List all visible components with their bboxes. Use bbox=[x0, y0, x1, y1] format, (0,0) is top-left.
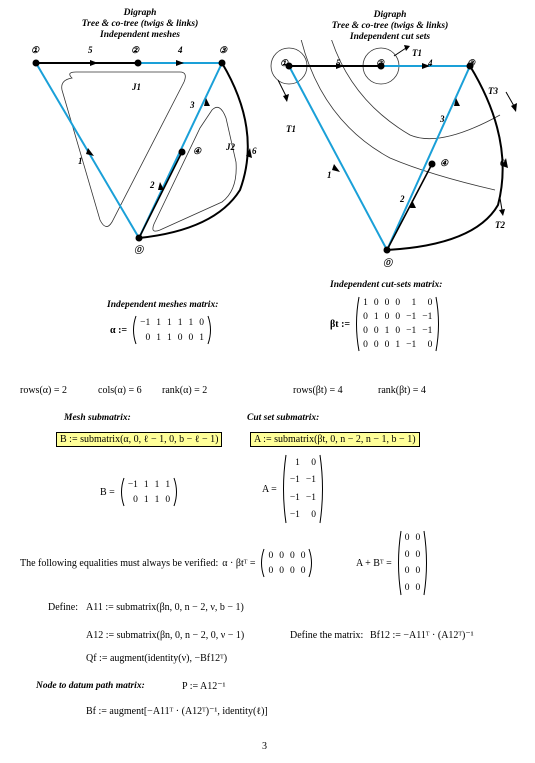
cutsets-matrix bbox=[330, 296, 441, 352]
meshes-matrix-cell: −1 bbox=[140, 317, 151, 328]
cutsets-matrix-cell: 0 bbox=[384, 312, 390, 322]
cutsets-matrix-cell: 0 bbox=[427, 298, 433, 308]
a-matrix-row bbox=[287, 454, 319, 472]
b-matrix-cell: 1 bbox=[143, 479, 149, 490]
cutset-t3-label: T3 bbox=[488, 86, 498, 96]
bf-definition[interactable]: Bf := augment[−A11ᵀ · (A12ᵀ)⁻¹, identity(ℓ)] bbox=[86, 706, 268, 717]
right-header-line1: Digraph bbox=[373, 10, 407, 20]
meshes-matrix-cell: 1 bbox=[188, 317, 194, 328]
meshes-matrix-cell: 1 bbox=[177, 317, 183, 328]
meshes-matrix-cell: 1 bbox=[156, 317, 161, 328]
r-node-4-dot bbox=[429, 161, 436, 168]
meshes-matrix-row bbox=[137, 330, 207, 345]
b-matrix-cell: 1 bbox=[154, 479, 160, 490]
right-node-3-label: ③ bbox=[467, 58, 476, 68]
node-to-datum-label: Node to datum path matrix: bbox=[36, 681, 145, 691]
r-branch-3-line bbox=[387, 66, 470, 250]
zeros2-cell: 0 bbox=[404, 533, 410, 544]
b-matrix-cell: 0 bbox=[165, 494, 171, 505]
equality-a-bt bbox=[356, 530, 429, 596]
cutset-t3-arrowhead bbox=[511, 103, 517, 112]
node-2-dot bbox=[135, 60, 142, 67]
cutsets-matrix-cell: 0 bbox=[373, 340, 379, 350]
zeros2-row bbox=[402, 580, 424, 597]
a-matrix-right-paren bbox=[319, 454, 325, 524]
zeros1-row bbox=[265, 548, 308, 563]
b-matrix-cell: −1 bbox=[127, 479, 138, 490]
cutsets-matrix-cell: 0 bbox=[395, 298, 401, 308]
cutset-t2-curve bbox=[300, 40, 495, 190]
b-matrix-cell: 1 bbox=[143, 494, 149, 505]
cutsets-matrix-row bbox=[360, 310, 435, 324]
left-branch-1-label: 1 bbox=[78, 156, 83, 166]
branch-4-arrow bbox=[176, 60, 184, 66]
cutsets-matrix-cell: 1 bbox=[384, 326, 390, 336]
qf-definition[interactable]: Qf := augment(identity(ν), −Bf12ᵀ) bbox=[86, 653, 228, 664]
a-matrix-cell: −1 bbox=[305, 492, 317, 503]
cutsets-matrix-cell: 0 bbox=[373, 298, 379, 308]
meshes-matrix-symbol: α := bbox=[110, 324, 128, 336]
right-node-1-label: ① bbox=[280, 58, 289, 68]
b-matrix-cell: 1 bbox=[165, 479, 171, 490]
b-matrix-row bbox=[125, 492, 173, 507]
a-matrix-row bbox=[287, 507, 319, 525]
cutsets-matrix-cell: −1 bbox=[406, 312, 417, 322]
left-branch-5-label: 5 bbox=[88, 45, 93, 55]
mesh-j2-label: J2 bbox=[226, 142, 235, 152]
cutsets-matrix-cell: 0 bbox=[384, 340, 390, 350]
a-matrix-cell: 0 bbox=[311, 510, 317, 521]
cutsets-matrix-cell: 0 bbox=[384, 298, 390, 308]
zeros1-cell: 0 bbox=[300, 565, 306, 576]
a12-definition[interactable]: A12 := submatrix(βn, 0, n − 2, 0, ν − 1) bbox=[86, 630, 245, 641]
r-branch-2-line bbox=[387, 164, 432, 250]
right-node-2-label: ② bbox=[376, 58, 385, 68]
cutsets-matrix-cell: −1 bbox=[422, 326, 433, 336]
meshes-matrix-cell: 0 bbox=[177, 332, 183, 343]
meshes-matrix-cell: 1 bbox=[166, 317, 172, 328]
meshes-matrix-cell: 0 bbox=[188, 332, 194, 343]
mesh-submatrix-title: Mesh submatrix: bbox=[64, 413, 131, 423]
left-branch-3-label: 3 bbox=[190, 100, 195, 110]
cutset-t1a-arrowhead bbox=[283, 94, 289, 102]
a11-definition[interactable]: A11 := submatrix(βn, 0, n − 2, ν, b − 1) bbox=[86, 602, 244, 613]
left-header-line1: Digraph bbox=[123, 8, 157, 18]
left-header-line3: Independent meshes bbox=[100, 30, 180, 40]
b-matrix-table bbox=[125, 477, 173, 507]
node-4-dot bbox=[179, 149, 186, 156]
cut-submatrix-a-label: A = bbox=[262, 483, 277, 495]
left-node-2-label: ② bbox=[131, 45, 140, 55]
mesh-j1-label: J1 bbox=[132, 82, 141, 92]
right-branch-5-label: 5 bbox=[336, 58, 341, 68]
a-matrix-row bbox=[287, 489, 319, 507]
right-header-line2: Tree & co-tree (twigs & links) bbox=[331, 21, 449, 31]
cutsets-matrix-cell: −1 bbox=[406, 340, 417, 350]
meshes-matrix-cell: 0 bbox=[145, 332, 151, 343]
cutset-t1a-label: T1 bbox=[286, 124, 296, 134]
cutsets-matrix-row bbox=[360, 296, 435, 310]
cutsets-matrix-cell: 0 bbox=[395, 326, 401, 336]
meshes-matrix-row bbox=[137, 315, 207, 330]
b-matrix-right-paren bbox=[173, 477, 179, 507]
cutsets-matrix-row bbox=[360, 324, 435, 338]
cutsets-matrix-cell: 0 bbox=[363, 340, 368, 350]
zeros2-cell: 0 bbox=[415, 566, 421, 577]
zeros1-cell: 0 bbox=[289, 550, 295, 561]
cutsets-matrix-cell: 1 bbox=[373, 312, 379, 322]
cutset-t2-label: T2 bbox=[495, 220, 505, 230]
right-branch-6-label: 6 bbox=[500, 158, 505, 168]
branch-5-arrow bbox=[90, 60, 98, 66]
mesh-submatrix-b bbox=[100, 477, 179, 507]
r-branch-1-arrow bbox=[332, 164, 340, 172]
zeros1-right-paren bbox=[308, 548, 314, 578]
equality-1-lhs: α · βtᵀ = bbox=[222, 557, 256, 569]
cutsets-matrix-cell: 0 bbox=[395, 312, 401, 322]
zeros2-row bbox=[402, 563, 424, 580]
b-matrix-cell: 1 bbox=[154, 494, 160, 505]
define-matrix-label: Define the matrix: bbox=[290, 630, 364, 641]
node-0-dot bbox=[136, 235, 143, 242]
right-node-0-label: ⓪ bbox=[383, 258, 393, 268]
cutset-t1b-arrow bbox=[394, 48, 406, 56]
cutsets-matrix-table bbox=[360, 296, 435, 352]
zeros2-cell: 0 bbox=[404, 549, 410, 560]
cut-submatrix-title: Cut set submatrix: bbox=[247, 413, 320, 423]
meshes-matrix bbox=[110, 315, 213, 345]
left-graph-header bbox=[40, 8, 240, 41]
zeros1-cell: 0 bbox=[279, 550, 284, 561]
meshes-matrix-title: Independent meshes matrix: bbox=[107, 300, 219, 310]
left-node-3-label: ③ bbox=[219, 45, 228, 55]
right-branch-1-label: 1 bbox=[327, 170, 332, 180]
right-branch-4-label: 4 bbox=[428, 58, 433, 68]
a-matrix-cell: −1 bbox=[289, 510, 300, 521]
right-branch-3-label: 3 bbox=[440, 114, 445, 124]
zeros2-cell: 0 bbox=[415, 533, 421, 544]
mesh-loop-j2 bbox=[153, 107, 236, 231]
zeros1-row bbox=[265, 563, 308, 578]
right-graph-header bbox=[290, 10, 490, 43]
meshes-matrix-right-paren bbox=[207, 315, 213, 345]
equality-alpha-beta bbox=[20, 548, 314, 578]
zeros2-cell: 0 bbox=[404, 582, 410, 593]
a-matrix-cell: −1 bbox=[305, 475, 317, 486]
b-matrix-row bbox=[125, 477, 173, 492]
cutsets-matrix-cell: 0 bbox=[363, 326, 368, 336]
a-matrix-cell: 0 bbox=[311, 457, 317, 468]
b-matrix-cell: 0 bbox=[133, 494, 138, 505]
zeros2-row bbox=[402, 547, 424, 564]
a-matrix-cell: −1 bbox=[289, 475, 300, 486]
stats-rows-alpha: rows(α) = 2 bbox=[20, 385, 67, 396]
zeros1-cell: 0 bbox=[289, 565, 295, 576]
cutsets-matrix-cell: −1 bbox=[422, 312, 433, 322]
cutsets-matrix-right-paren bbox=[435, 296, 441, 352]
meshes-matrix-table bbox=[137, 315, 207, 345]
cutset-t1b-label: T1 bbox=[412, 48, 422, 58]
cutsets-matrix-symbol: βt := bbox=[330, 318, 351, 330]
zeros2-cell: 0 bbox=[404, 566, 410, 577]
node-1-dot bbox=[33, 60, 40, 67]
p-definition[interactable]: P := A12⁻¹ bbox=[182, 681, 226, 692]
a-matrix-cell: 1 bbox=[295, 457, 300, 468]
cutset-t1b-arrowhead bbox=[404, 45, 410, 51]
left-node-4-label: ④ bbox=[193, 146, 202, 156]
meshes-matrix-cell: 1 bbox=[166, 332, 172, 343]
left-branch-2-label: 2 bbox=[150, 180, 155, 190]
zeros1-cell: 0 bbox=[279, 565, 284, 576]
cutset-t2-arrow bbox=[500, 198, 502, 210]
zeros2-table bbox=[402, 530, 424, 596]
zeros2-cell: 0 bbox=[415, 549, 421, 560]
right-branch-2-label: 2 bbox=[400, 194, 405, 204]
cut-submatrix-a bbox=[262, 454, 325, 524]
page-number: 3 bbox=[262, 741, 267, 752]
meshes-matrix-cell: 1 bbox=[156, 332, 161, 343]
r-branch-1-line bbox=[289, 66, 387, 250]
left-branch-6-label: 6 bbox=[252, 146, 257, 156]
stats-rank-alpha: rank(α) = 2 bbox=[162, 385, 208, 396]
zeros1-table bbox=[265, 548, 308, 578]
left-node-0-label: ⓪ bbox=[134, 245, 144, 255]
a-matrix-cell: −1 bbox=[289, 492, 300, 503]
right-digraph bbox=[270, 40, 535, 270]
zeros2-row bbox=[402, 530, 424, 547]
mesh-submatrix-b-label: B = bbox=[100, 486, 115, 498]
meshes-matrix-cell: 0 bbox=[199, 317, 204, 328]
cutset-t3-arrow bbox=[506, 92, 514, 106]
zeros1-cell: 0 bbox=[300, 550, 306, 561]
stats-rows-beta: rows(βt) = 4 bbox=[293, 385, 343, 396]
define-label: Define: bbox=[48, 602, 78, 613]
zeros1-cell: 0 bbox=[268, 550, 274, 561]
a-matrix-row bbox=[287, 472, 319, 490]
zeros2-cell: 0 bbox=[415, 582, 421, 593]
cutsets-matrix-cell: 1 bbox=[411, 298, 417, 308]
mesh-submatrix-definition[interactable]: B := submatrix(α, 0, ℓ − 1, 0, b − ℓ − 1) bbox=[56, 432, 222, 447]
left-header-line2: Tree & co-tree (twigs & links) bbox=[81, 19, 199, 29]
cutsets-matrix-cell: 1 bbox=[395, 340, 401, 350]
node-3-dot bbox=[219, 60, 226, 67]
branch-2-line bbox=[139, 152, 182, 238]
equalities-text: The following equalities must always be verified: bbox=[20, 557, 219, 569]
zeros1-cell: 0 bbox=[268, 565, 274, 576]
equality-2-lhs: A + Bᵀ = bbox=[356, 557, 392, 569]
cutsets-matrix-cell: 1 bbox=[363, 298, 368, 308]
stats-rank-beta: rank(βt) = 4 bbox=[378, 385, 426, 396]
zeros2-right-paren bbox=[423, 530, 429, 596]
left-node-1-label: ① bbox=[31, 45, 40, 55]
cutsets-matrix-cell: −1 bbox=[406, 326, 417, 336]
left-branch-4-label: 4 bbox=[178, 45, 183, 55]
r-node-0-dot bbox=[384, 247, 391, 254]
a-matrix-table bbox=[287, 454, 319, 524]
cutsets-matrix-cell: 0 bbox=[427, 340, 433, 350]
right-header-line3: Independent cut sets bbox=[349, 32, 431, 42]
cutsets-matrix-title: Independent cut-sets matrix: bbox=[330, 280, 443, 290]
stats-cols-alpha: cols(α) = 6 bbox=[98, 385, 142, 396]
mesh-loop-j1 bbox=[62, 72, 186, 227]
cutsets-matrix-cell: 0 bbox=[363, 312, 368, 322]
cut-submatrix-definition[interactable]: A := submatrix(βt, 0, n − 2, n − 1, b − 1) bbox=[250, 432, 420, 447]
cutsets-matrix-cell: 0 bbox=[373, 326, 379, 336]
cutset-t2-arrowhead bbox=[499, 209, 505, 216]
right-node-4-label: ④ bbox=[440, 158, 449, 168]
meshes-matrix-cell: 1 bbox=[199, 332, 204, 343]
left-digraph bbox=[0, 40, 270, 265]
cutsets-matrix-row bbox=[360, 338, 435, 352]
bf12-definition[interactable]: Bf12 := −A11ᵀ · (A12ᵀ)⁻¹ bbox=[370, 630, 474, 641]
